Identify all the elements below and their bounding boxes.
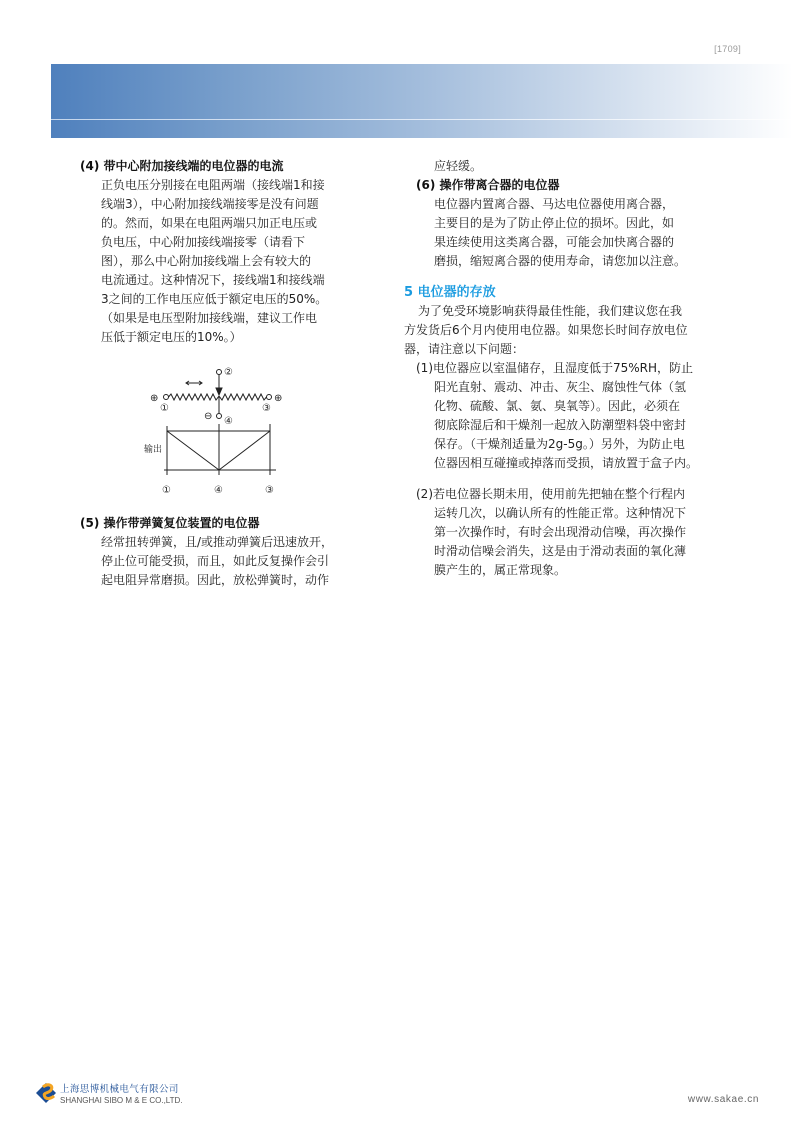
section-4-body [80, 176, 360, 347]
text-line: 压低于额定电压的10%。） [101, 330, 242, 344]
text-line: 时滑动信噪会消失，这是由于滑动表面的氧化薄 [434, 544, 687, 558]
banner-stripe [51, 119, 793, 120]
storage-section-title: 5 电位器的存放 [404, 285, 496, 300]
potentiometer-diagram [140, 360, 300, 500]
text-line: 果连续使用这类离合器，可能会加快离合器的 [434, 235, 675, 249]
website-link[interactable]: www.sakae.cn [687, 1094, 759, 1105]
text-line: 位器因相互碰撞或掉落而受损，请放置于盒子内。 [434, 456, 699, 470]
text-line: 正负电压分别接在电阻两端（接线端1和接 [101, 178, 325, 192]
storage-intro [404, 302, 729, 359]
text-line: 膜产生的，属正常现象。 [434, 563, 567, 577]
section-6-body [404, 195, 729, 271]
text-line: 彻底除湿后和干燥剂一起放入防潮塑料袋中密封 [434, 418, 687, 432]
circuit-figure [140, 360, 300, 500]
text-line: 第一次操作时，有时会出现滑动信噪，再次操作 [434, 525, 687, 539]
terminal-1-label: ① [160, 403, 169, 414]
terminal-2-label: ② [224, 367, 233, 378]
text-line: 经常扭转弹簧，且/或推动弹簧后迅速放开， [101, 535, 334, 549]
text-line: (2)若电位器长期未用，使用前先把轴在整个行程内 [416, 487, 685, 501]
section-5-body [80, 533, 360, 590]
text-line: 器，请注意以下问题： [404, 342, 525, 356]
text-line: 线端3），中心附加接线端接零是没有问题 [101, 197, 319, 211]
section-6-title: (6) 操作带离合器的电位器 [416, 178, 560, 192]
plus-left: ⊕ [150, 393, 159, 404]
axis-label-1: ① [162, 485, 171, 496]
text-line: 3之间的工作电压应低于额定电压的50%。 [101, 292, 328, 306]
text-line: 的。然而，如果在电阻两端只加正电压或 [101, 216, 318, 230]
company-logo-icon [34, 1079, 60, 1105]
company-name-cn: 上海思博机械电气有限公司 [60, 1084, 179, 1095]
minus-label: ⊖ [204, 411, 213, 422]
text-line: (1)电位器应以室温储存，且湿度低于75%RH，防止 [416, 361, 694, 375]
left-column [80, 157, 360, 347]
text-line: 为了免受环境影响获得最佳性能，我们建议您在我 [418, 304, 683, 318]
axis-label-3: ③ [265, 485, 274, 496]
text-line: 电流通过。这种情况下，接线端1和接线端 [101, 273, 325, 287]
company-name-en: SHANGHAI SIBO M & E CO.,LTD. [60, 1096, 183, 1105]
page-number: [1709] [714, 44, 741, 54]
text-line: 运转几次，以确认所有的性能正常。这种情况下 [434, 506, 687, 520]
text-line: 化物、硫酸、氯、氨、臭氧等）。因此，必须在 [434, 399, 681, 413]
axis-label-4: ④ [214, 485, 223, 496]
text-line: 停止位可能受损，而且，如此反复操作会引 [101, 554, 330, 568]
section-5-title: (5) 操作带弹簧复位装置的电位器 [80, 516, 260, 530]
text-line: （如果是电压型附加接线端，建议工作电 [101, 311, 318, 325]
output-label: 输出 [144, 445, 163, 455]
storage-item-2 [416, 485, 729, 580]
right-column [404, 157, 729, 580]
text-line: 主要目的是为了防止停止位的损坏。因此，如 [434, 216, 675, 230]
text-line: 图），那么中心附加接线端上会有较大的 [101, 254, 312, 268]
text-line: 方发货后6个月内使用电位器。如果您长时间存放电位 [404, 323, 688, 337]
plus-right: ⊕ [274, 393, 283, 404]
text-line: 阳光直射、震动、冲击、灰尘、腐蚀性气体（氢 [434, 380, 687, 394]
storage-item-1 [416, 359, 729, 473]
text-line: 电位器内置离合器、马达电位器使用离合器， [434, 197, 675, 211]
text-line: 磨损，缩短离合器的使用寿命，请您加以注意。 [434, 254, 687, 268]
section-5 [80, 514, 360, 590]
header-banner [51, 64, 793, 138]
terminal-3-label: ③ [262, 403, 271, 414]
text-line: 负电压，中心附加接线端接零（请看下 [101, 235, 306, 249]
text-line: 保存。（干燥剂适量为2g-5g。）另外，为防止电 [434, 437, 685, 451]
continuation-text: 应轻缓。 [434, 159, 483, 173]
section-4-title: (4) 带中心附加接线端的电位器的电流 [80, 159, 284, 173]
terminal-4-label: ④ [224, 416, 233, 427]
text-line: 起电阻异常磨损。因此，放松弹簧时，动作 [101, 573, 330, 587]
